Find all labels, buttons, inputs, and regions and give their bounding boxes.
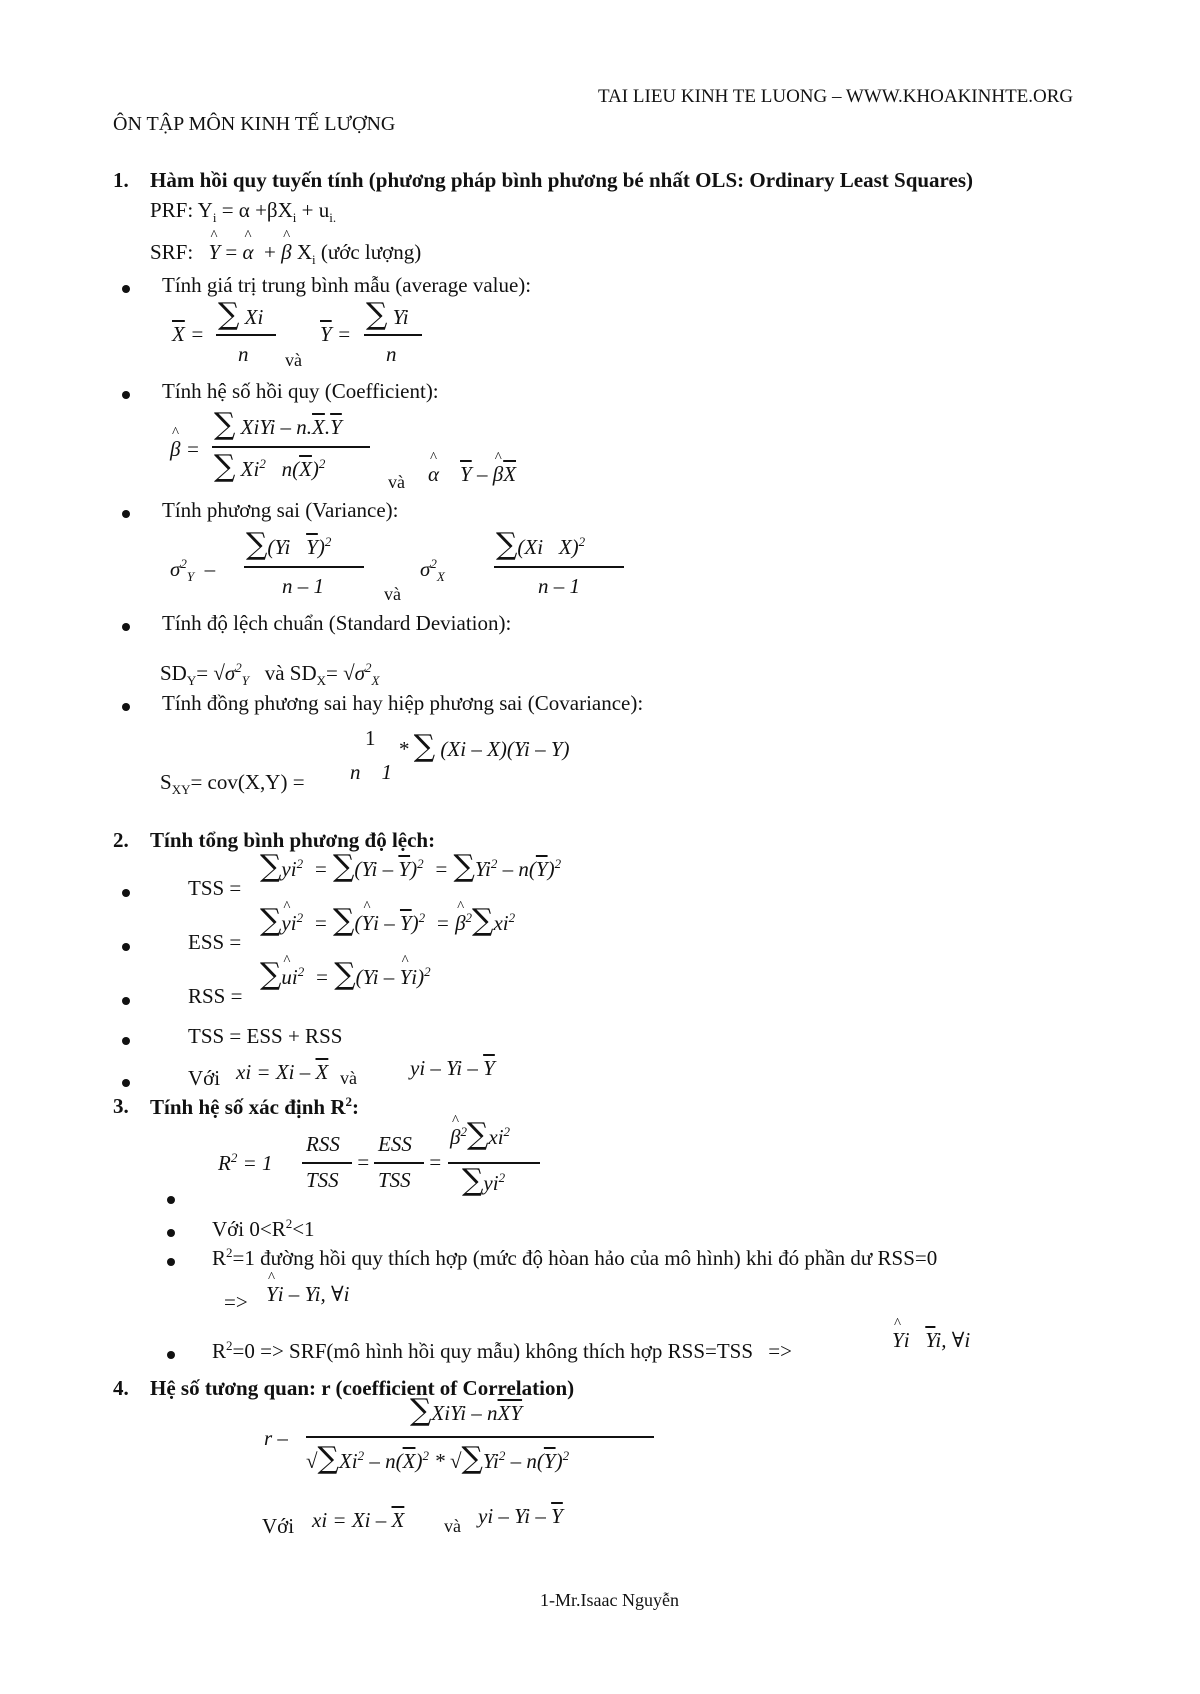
tss-identity: TSS = ESS + RSS [188,1024,343,1048]
bullet-dot [122,703,130,711]
bullet-sd-label: Tính độ lệch chuẩn (Standard Deviation): [162,611,512,635]
and-text: và [340,1068,357,1088]
formula-sd: $SD_Y= √\sigma^2_Y$ và $SD_X= √\sigma^2_X$ [160,660,380,689]
formula-rss: ∑^ $ui^2 = \sum(Yi$ – ^ Yi)$^2$ [260,960,431,990]
bullet-dot [122,391,130,399]
formula-var-y-num: ∑(Yi $\overline{Y})^2$ [246,527,332,562]
formula-sxy-label: $S_{XY}= cov(X,Y)$ = [160,770,305,798]
formula-r2-rss: RSS [306,1132,340,1156]
formula-xi-dev: xi = Xi – $\overline{X}$ [312,1508,405,1532]
fraction-bar [374,1162,424,1164]
fraction-bar [216,334,276,336]
bullet-dot [167,1229,175,1237]
formula-yi-dev: yi – Yi – $\overline{Y}$ [478,1504,563,1528]
formula-deviation-y: yi – Yi – $\overline{Y}$ [410,1056,495,1080]
formula-no-fit: ^ Yi $\overline{Y}i$, ∀i [892,1328,970,1353]
fraction-bar [212,446,370,448]
formula-r2-eq2: = [428,1150,443,1174]
section-3-heading: Tính hệ số xác định $R^2$: [150,1094,359,1119]
formula-sxy-den: n 1 [350,760,392,784]
bullet-coefficient-label: Tính hệ số hồi quy (Coefficient): [162,379,439,403]
formula-beta-num: ∑ XiYi – $n.\overline{X}.\overline{Y}$ [214,407,342,442]
formula-xbar-den: n [238,342,249,366]
formula-r2-num: ^ $\beta^2\sum xi^2$ [450,1120,510,1150]
formula-tss: $\sum yi^2 = \sum(Yi - \overline{Y})^2 = \sum Yi^2 - n(\overline{Y})^2$ [260,849,562,884]
voi-label: Với [262,1514,295,1538]
fraction-bar [364,334,422,336]
formula-beta-den: ∑ Xi$^2$ $n(\overline{X})^2$ [214,449,326,484]
formula-var-x: $\sigma^2_X$ [420,556,445,585]
formula-var-y-den: n – 1 [282,574,324,598]
fraction-bar [302,1162,352,1164]
formula-var-x-den: n – 1 [538,574,580,598]
ess-label: ESS = [188,930,242,954]
and-text: và [444,1516,461,1536]
bullet-dot [122,510,130,518]
formula-ess: ∑^ $yi^2$ = ∑(^ Yi – $\overline{Y})^2$ = ^ $\beta^2\sum xi^2$ [260,906,515,936]
section-1-heading: Hàm hồi quy tuyến tính (phương pháp bình phương bé nhất OLS: Ordinary Least Squares) [150,168,973,192]
formula-sxy-sum: * ∑ (Xi – X)(Yi – Y) [398,729,570,764]
page-title: ÔN TẬP MÔN KINH TẾ LƯỢNG [113,113,396,135]
formula-ybar: $\overline{Y}$ = [320,322,352,346]
bullet-dot [122,1079,130,1087]
bullet-dot [122,997,130,1005]
formula-ybar-num: ∑ Yi [366,297,409,332]
section-1-number: 1. [113,168,129,192]
section-2-number: 2. [113,828,129,852]
and-text: và [388,472,405,492]
rss-label: RSS = [188,984,243,1008]
section-4-number: 4. [113,1376,129,1400]
bullet-dot [122,285,130,293]
formula-alpha: ^ α $\overline{Y}$ – ^ $\beta\overline{X}$ [428,462,516,487]
bullet-average-label: Tính giá trị trung bình mẫu (average value): [162,273,532,297]
r2-equals-one: $R^2=1$ đường hồi quy thích hợp (mức độ hòan hảo của mô hình) khi đó phần dư RSS=0 [212,1245,938,1270]
r2-equals-zero: $R^2=0$ => SRF(mô hình hồi quy mẫu) không thích hợp RSS=TSS => [212,1338,792,1363]
formula-r2-den: $\sum yi^2$ [462,1163,506,1198]
voi-label: Với [188,1066,221,1090]
formula-r-left: r – [264,1426,288,1450]
formula-r-den: $√\sum Xi^2 - n(\overline{X})^2 * √\sum Yi^2 - n(\overline{Y})^2$ [306,1441,570,1476]
formula-r-num: ∑XiYi – $n\overline{XY}$ [410,1393,523,1428]
fraction-bar [494,566,624,568]
formula-r2-eq: = [356,1150,371,1174]
formula-xbar-num: ∑ Xi [218,297,264,332]
formula-r2-tss: TSS [306,1168,339,1192]
formula-r2-left: $R^2 = 1$ [218,1150,273,1175]
page-footer: 1-Mr.Isaac Nguyễn [540,1590,679,1610]
formula-var-x-num: ∑(Xi X)$^2$ [496,527,586,562]
formula-deviation: xi = Xi – $\overline{X}$ [236,1060,329,1084]
bullet-dot [122,943,130,951]
section-3-number: 3. [113,1094,129,1118]
bullet-dot [122,889,130,897]
formula-perfect-fit: ^ Yi – Yi, ∀i [266,1282,350,1307]
formula-beta: ^ β = [170,437,200,462]
formula-r2-ess: ESS [378,1132,412,1156]
and-text: và [285,350,302,370]
site-header: TAI LIEU KINH TE LUONG – WWW.KHOAKINHTE.ORG [598,86,1074,107]
bullet-dot [167,1196,175,1204]
bullet-dot [122,1037,130,1045]
bullet-variance-label: Tính phương sai (Variance): [162,498,399,522]
and-text: và [384,584,401,604]
bullet-dot [167,1258,175,1266]
bullet-covariance-label: Tính đồng phương sai hay hiệp phương sai (Covariance): [162,691,644,715]
formula-r2-tss2: TSS [378,1168,411,1192]
prf-equation: PRF: $Y_i = \alpha +\beta X_i + u_{i.}$ [150,198,337,226]
section-2-heading: Tính tổng bình phương độ lệch: [150,828,436,852]
bullet-dot [122,623,130,631]
r2-range: Với $0<R^2<1$ [212,1216,315,1241]
bullet-dot [167,1351,175,1359]
formula-var-y: $\sigma^2_Y$ – [170,556,216,585]
fraction-bar [244,566,364,568]
srf-equation: SRF: ^ Y = ^ α + ^ β $X_i$ (ước lượng) [150,240,421,268]
section-4-heading: Hệ số tương quan: r (coefficient of Correlation) [150,1376,575,1400]
formula-sxy-one: 1 [365,726,376,750]
formula-ybar-den: n [386,342,397,366]
fraction-bar [306,1436,654,1438]
tss-label: TSS = [188,876,242,900]
arrow-implies: => [224,1290,248,1314]
formula-xbar: $\overline{X}$ = [172,322,205,346]
